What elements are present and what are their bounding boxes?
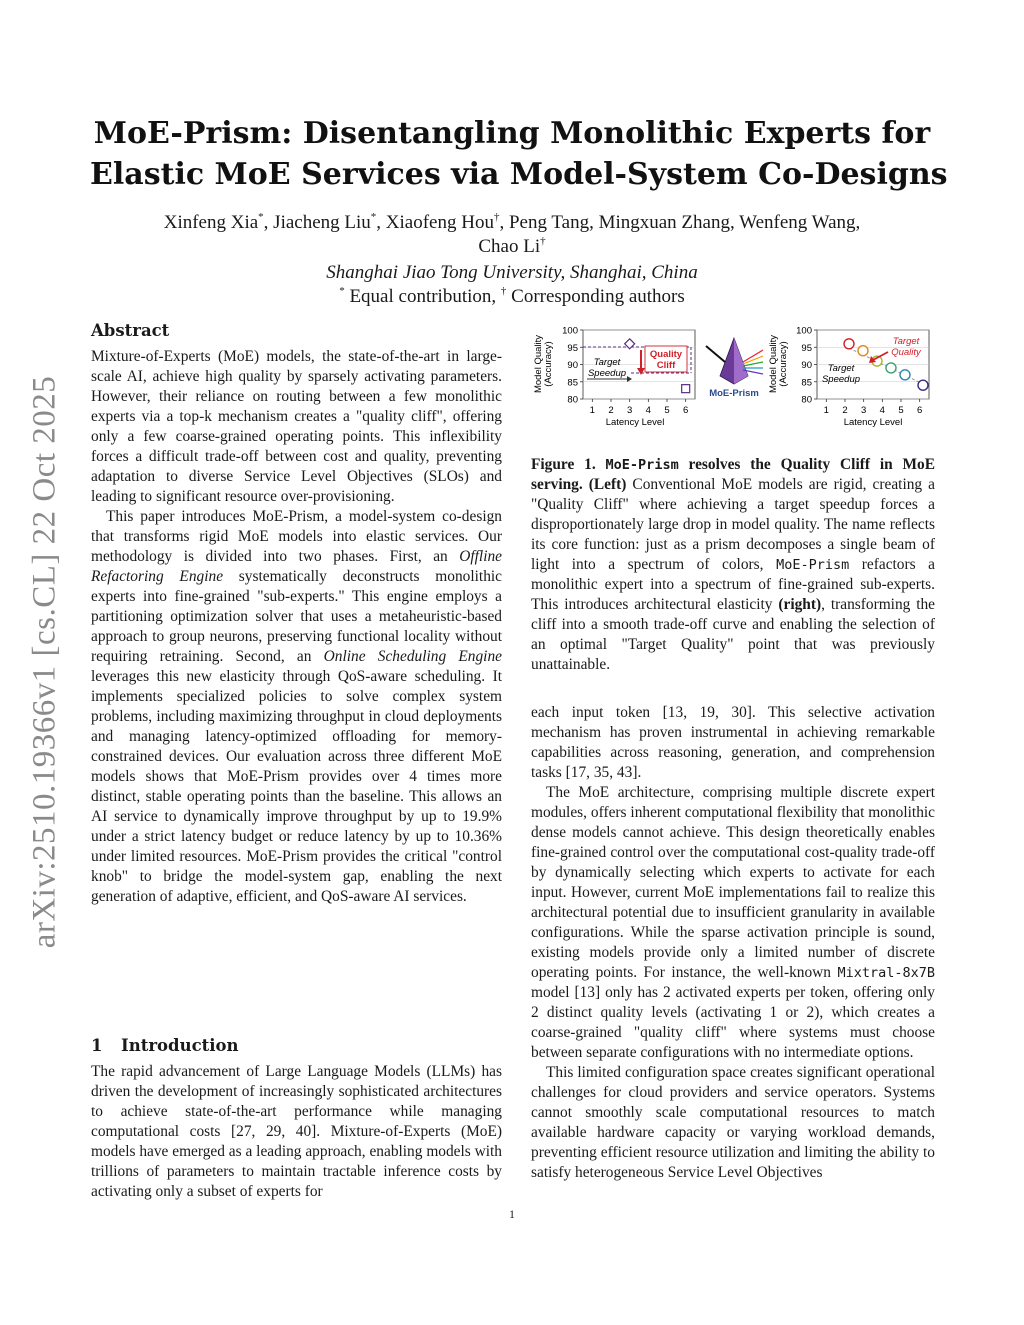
author-mark: * bbox=[258, 211, 264, 223]
target-speedup-label-1: Target bbox=[593, 357, 621, 368]
title-line-2: Elastic MoE Services via Model-System Co-Designs bbox=[90, 157, 948, 192]
page-number: 1 bbox=[509, 1207, 515, 1221]
x-tick-label: 1 bbox=[589, 405, 595, 416]
text-italic: Offline Refactoring Engine bbox=[91, 548, 502, 585]
prism-graphic bbox=[706, 338, 763, 399]
paper-title bbox=[90, 113, 948, 195]
prism-label: MoE-Prism bbox=[709, 388, 759, 399]
x-tick-label: 2 bbox=[842, 405, 848, 416]
author-name: Peng Tang bbox=[508, 212, 590, 233]
equal-mark: * bbox=[339, 285, 345, 297]
left-ylabel-1: Model Quality bbox=[533, 334, 544, 394]
author-sep: , bbox=[729, 212, 740, 233]
data-point bbox=[900, 370, 910, 380]
author-name: Jiacheng Liu bbox=[273, 212, 371, 233]
abstract-body bbox=[91, 347, 502, 907]
data-point bbox=[858, 346, 868, 356]
left-ylabel-2: (Accuracy) bbox=[543, 341, 554, 387]
right-ylabel-1: Model Quality bbox=[768, 334, 779, 394]
author-mark: † bbox=[493, 211, 500, 223]
data-point bbox=[918, 380, 928, 390]
y-tick-label: 100 bbox=[562, 326, 578, 337]
text-run: model [13] only has 2 activated experts per token, offering only 2 distinct quality levels (activating 1 or 2), which creates a coarse-grained "quality cliff" where systems must choose between separate configurations with no intermediate options. bbox=[531, 984, 935, 1061]
x-tick-label: 4 bbox=[645, 405, 651, 416]
light-beam-in bbox=[706, 346, 725, 362]
section-number: 1 bbox=[91, 1036, 103, 1055]
target-quality-label-1: Target bbox=[892, 336, 920, 347]
intro-paragraph-right-2 bbox=[531, 783, 935, 1063]
author-sep: , bbox=[263, 212, 274, 233]
arxiv-identifier bbox=[22, 372, 68, 952]
caption-paragraph bbox=[531, 455, 935, 675]
author-sep: , bbox=[855, 212, 861, 233]
figure-1-svg bbox=[531, 326, 935, 432]
author-sep: , bbox=[499, 212, 509, 233]
y-tick-label: 90 bbox=[567, 360, 578, 371]
title-line-1: MoE-Prism: Disentangling Monolithic Experts for bbox=[93, 116, 931, 151]
author-list bbox=[90, 211, 934, 259]
x-tick-label: 6 bbox=[683, 405, 689, 416]
corr-mark: † bbox=[500, 285, 507, 297]
text-run: This paper introduces MoE-Prism, a model-system co-design that transforms rigid MoE models into elastic services. Our methodology is divided into two phases. First, an bbox=[91, 508, 502, 565]
text-run: systematically deconstructs monolithic experts into fine-grained "sub-experts." This engine employs a partitioning optimization solver that uses a metaheuristic-based approach to group neurons, preserving functional locality without requiring retraining. Second, an bbox=[91, 568, 502, 665]
intro-paragraph-1: The rapid advancement of Large Language Models (LLMs) has driven the development of increasingly sophisticated architectures to achieve state-of-the-art performance while managing computational costs [27, 29, 40]. Mixture-of-Experts (MoE) models have emerged as a leading approach, enabling models with trillions of parameters to maintain tractable inference costs by activating only a subset of experts for bbox=[91, 1063, 502, 1200]
text-run: leverages this new elasticity through QoS-aware scheduling. It implements specialized policies to solve complex system problems, including maximizing throughput in cloud deployments and managing latency-optimized offloading for memory-constrained devices. Our evaluation across three different MoE models shows that MoE-Prism provides over 4 times more distinct, stable operating points than the baseline. This allows an AI service to dynamically improve throughput by up to 19.9% under a strict latency budget or reduce latency by up to 10.36% under limited resources. MoE-Prism provides the critical "control knob" to bridge the model-system gap, enabling the next generation of adaptive, efficient, and QoS-aware AI services. bbox=[91, 668, 502, 905]
y-tick-label: 95 bbox=[567, 342, 578, 354]
x-tick-label: 3 bbox=[627, 405, 633, 416]
left-y-ticks bbox=[562, 326, 583, 406]
author-name: Xiaofeng Hou bbox=[385, 212, 494, 233]
caption-bold: (right) bbox=[778, 596, 822, 613]
data-point bbox=[844, 339, 854, 349]
author-sep: , bbox=[589, 212, 599, 233]
figure-1-caption bbox=[531, 455, 935, 675]
quality-cliff-label-1: Quality bbox=[649, 349, 683, 360]
target-speedup-right-1: Target bbox=[827, 363, 855, 374]
right-plot bbox=[768, 326, 929, 428]
caption-bold: resolves the Quality Cliff in MoE serving. (Left) bbox=[531, 456, 935, 493]
right-xlabel: Latency Level bbox=[843, 417, 903, 428]
author-mark: * bbox=[370, 211, 377, 223]
introduction-body-right bbox=[531, 703, 935, 1183]
author-name: Xinfeng Xia bbox=[163, 212, 259, 233]
author-line-2 bbox=[90, 235, 934, 259]
target-speedup-right-2: Speedup bbox=[821, 374, 861, 385]
contribution-note bbox=[90, 285, 934, 309]
figure-1 bbox=[531, 326, 935, 432]
right-ylabel-2: (Accuracy) bbox=[778, 341, 789, 387]
quality-cliff-label-2: Cliff bbox=[656, 360, 676, 371]
right-x-ticks bbox=[824, 399, 923, 416]
prism-facet bbox=[734, 338, 748, 384]
target-quality-label-2: Quality bbox=[891, 347, 921, 358]
caption-text: refactors a monolithic expert into a spectrum of fine-grained sub-experts. This introduces architectural elasticity bbox=[531, 556, 936, 613]
y-tick-label: 85 bbox=[801, 377, 812, 389]
caption-mono: MoE-Prism bbox=[605, 457, 679, 473]
affiliation-block bbox=[90, 261, 934, 309]
x-tick-label: 6 bbox=[917, 405, 923, 416]
caption-label: Figure 1. bbox=[531, 456, 606, 473]
x-tick-label: 1 bbox=[823, 405, 829, 416]
caption-mono: MoE-Prism bbox=[776, 557, 850, 573]
arxiv-id-text: arXiv:2510.19366v1 [cs.CL] 22 Oct 2025 bbox=[26, 375, 63, 949]
left-x-ticks bbox=[590, 399, 689, 416]
section-title: Introduction bbox=[121, 1036, 239, 1055]
section-heading-introduction bbox=[91, 1036, 239, 1055]
right-y-ticks bbox=[796, 326, 817, 406]
data-point bbox=[886, 363, 896, 373]
y-tick-label: 95 bbox=[801, 342, 812, 354]
abstract-heading: Abstract bbox=[91, 321, 170, 340]
y-tick-label: 100 bbox=[796, 326, 812, 337]
abstract-paragraph-1: Mixture-of-Experts (MoE) models, the state-of-the-art in large-scale AI, achieve high quality by sparsely activating parameters. However, their reliance on routing between a few monolithic experts via a top-k mechanism creates a "quality cliff", offering only a few coarse-grained operating points. This inflexibility forces a difficult trade-off between cost and quality, preventing adaptation to diverse Service Level Objectives (SLOs) and leading to significant resource over-provisioning. bbox=[91, 348, 502, 505]
author-name: Chao Li bbox=[478, 236, 541, 257]
left-xlabel: Latency Level bbox=[605, 417, 665, 428]
left-plot bbox=[533, 326, 695, 428]
data-point bbox=[682, 385, 690, 393]
y-tick-label: 85 bbox=[567, 377, 578, 389]
abstract-paragraph-2 bbox=[91, 507, 502, 907]
target-speedup-label-2: Speedup bbox=[587, 368, 627, 379]
author-mark: † bbox=[540, 235, 546, 247]
author-name: Mingxuan Zhang bbox=[598, 212, 730, 233]
x-tick-label: 5 bbox=[664, 405, 670, 416]
text-run: The MoE architecture, comprising multiple discrete expert modules, offers inherent computational flexibility that monolithic dense models cannot achieve. This design theoretically enables fine-grained control over the computational cost-quality trade-off by dynamically selecting which experts to activate for each input. However, current MoE implementations fail to realize this architectural potential due to insufficient granularity in available configurations. While the sparse activation principle is sound, existing models provide only a limited number of discrete operating points. For instance, the well-known bbox=[531, 784, 935, 981]
author-sep: , bbox=[376, 212, 386, 233]
affiliation: Shanghai Jiao Tong University, Shanghai, China bbox=[326, 262, 698, 283]
caption-text: , transforming the cliff into a smooth trade-off curve and enabling the selection of an optimal "Target Quality" point that was previously unattainable. bbox=[531, 596, 935, 673]
intro-paragraph-right-3: This limited configuration space creates significant operational challenges for cloud providers and service operators. Systems cannot smoothly scale computational resources to match available hardware capacity or varying workload demands, preventing efficient resource utilization and limiting the ability to satisfy heterogeneous Service Level Objectives bbox=[531, 1064, 935, 1181]
x-tick-label: 5 bbox=[898, 405, 904, 416]
intro-paragraph-right-1: each input token [13, 19, 30]. This selective activation mechanism has proven instrumental in achieving remarkable capabilities across reasoning, generation, and comprehension tasks [17, 35, 43]. bbox=[531, 704, 935, 781]
text-italic: Online Scheduling Engine bbox=[323, 648, 502, 665]
x-tick-label: 3 bbox=[861, 405, 867, 416]
corr-text: Corresponding authors bbox=[506, 286, 685, 307]
equal-text: Equal contribution, bbox=[344, 286, 501, 307]
text-mono: Mixtral-8x7B bbox=[837, 965, 935, 981]
introduction-body-left bbox=[91, 1062, 502, 1202]
author-name: Wenfeng Wang bbox=[739, 212, 856, 233]
author-line-1 bbox=[90, 211, 934, 235]
x-tick-label: 2 bbox=[608, 405, 614, 416]
x-tick-label: 4 bbox=[879, 405, 885, 416]
y-tick-label: 90 bbox=[801, 360, 812, 371]
y-tick-label: 80 bbox=[567, 394, 578, 406]
caption-text: Conventional MoE models are rigid, creating a "Quality Cliff" where achieving a target speedup forces a disproportionately large drop in model quality. The name reflects its core function: just as a prism decomposes a single beam of light into a spectrum of colors, bbox=[531, 476, 935, 573]
y-tick-label: 80 bbox=[801, 394, 812, 406]
